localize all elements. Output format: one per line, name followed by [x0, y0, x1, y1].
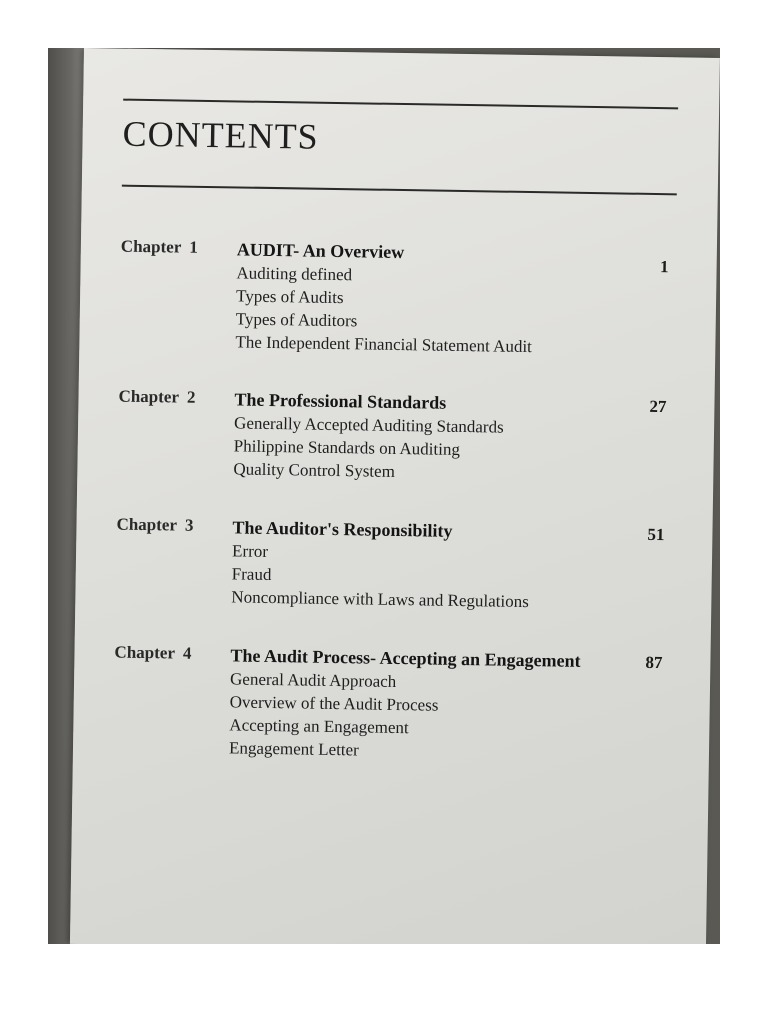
section-item: Overview of the Audit Process — [229, 692, 439, 715]
chapter-title: The Audit Process- Accepting an Engagement — [230, 645, 581, 671]
page-number: 1 — [659, 257, 669, 277]
section-item: Types of Auditors — [235, 309, 358, 331]
section-item: Types of Audits — [235, 286, 344, 308]
chapter-word: Chapter — [118, 386, 180, 407]
chapter-word: Chapter — [114, 642, 176, 663]
chapter-number: 3 — [184, 515, 194, 535]
section-item: Philippine Standards on Auditing — [233, 436, 461, 459]
section-item: Auditing defined — [236, 263, 353, 285]
chapter-word: Chapter — [120, 236, 182, 257]
chapter-title: The Auditor's Responsibility — [232, 517, 453, 541]
page-number: 51 — [647, 524, 665, 545]
page-number: 27 — [649, 396, 667, 417]
chapter-word: Chapter — [116, 514, 178, 535]
contents-page — [70, 48, 720, 944]
section-item: Fraud — [231, 564, 272, 585]
section-item: The Independent Financial Statement Audit — [235, 332, 532, 357]
chapter-label — [121, 237, 198, 258]
page-content — [114, 99, 693, 760]
section-item: Error — [231, 541, 269, 561]
chapter-title: The Professional Standards — [234, 389, 447, 413]
table-of-contents — [114, 236, 691, 760]
bottom-rule — [122, 185, 677, 196]
section-item: Quality Control System — [233, 459, 396, 481]
section-item: Accepting an Engagement — [229, 715, 409, 738]
section-item: General Audit Approach — [229, 669, 397, 691]
chapter-body — [231, 516, 652, 615]
chapter-number: 2 — [186, 387, 196, 407]
page-title: CONTENTS — [122, 113, 319, 157]
chapter-label — [116, 515, 193, 536]
chapter-title: AUDIT- An Overview — [236, 239, 405, 263]
chapter-number: 1 — [189, 237, 198, 257]
top-rule — [123, 99, 678, 110]
chapter-body — [235, 238, 657, 360]
chapter-entry-4[interactable] — [114, 642, 685, 760]
chapter-body — [229, 644, 651, 766]
chapter-entry-3[interactable] — [116, 514, 687, 612]
page-number: 87 — [645, 652, 663, 673]
chapter-body — [233, 388, 654, 487]
chapter-entry-1[interactable] — [120, 236, 691, 357]
book-page-photo — [48, 48, 720, 944]
section-item: Noncompliance with Laws and Regulations — [231, 587, 529, 612]
section-item: Generally Accepted Auditing Standards — [233, 413, 504, 437]
chapter-label — [114, 643, 191, 664]
section-item: Engagement Letter — [228, 738, 359, 760]
chapter-number: 4 — [182, 643, 192, 663]
chapter-label — [118, 387, 195, 408]
chapter-entry-2[interactable] — [118, 386, 689, 481]
